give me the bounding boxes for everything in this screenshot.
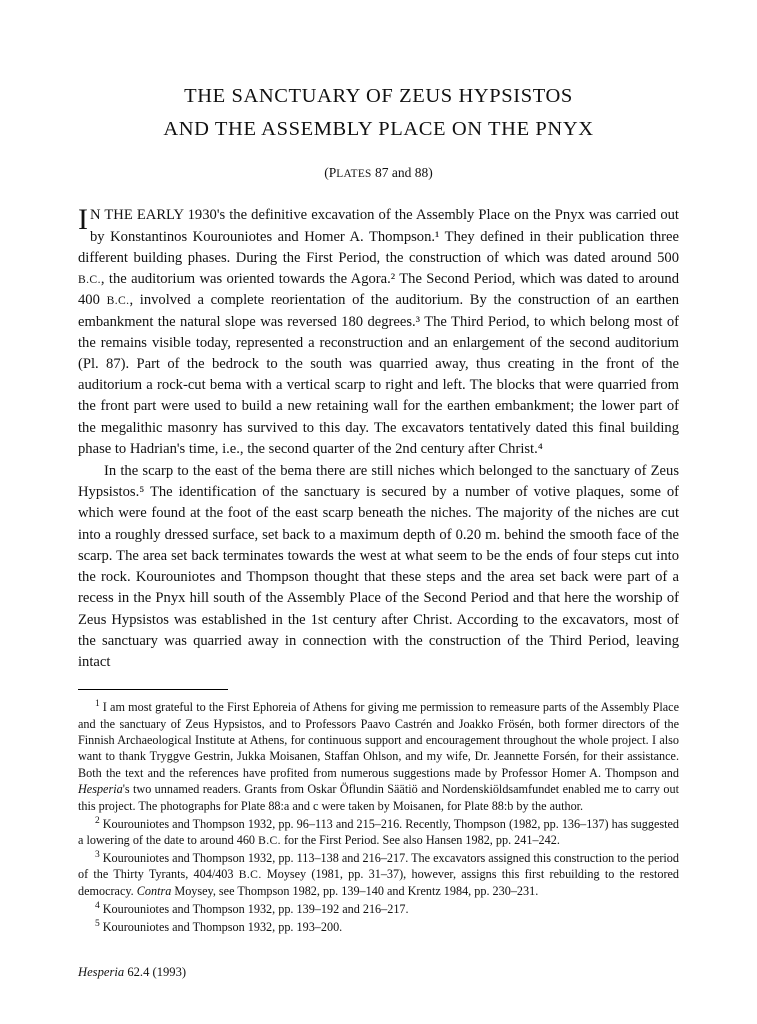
paragraph-2: In the scarp to the east of the bema there are still niches which belonged to the sanctuary of Zeus Hypsistos.⁵ The identification of the sanctuary is secured by a number of votive plaques, some of which were found at the foot of the east scarp beneath the niches. The majority of the niches are cut into a roughly dressed surface, set back to a maximum depth of 0.20 m. behind the smooth face of the scarp. The area set back terminates towards the west at what seem to be the ends of four steps cut into the rock. Kourouniotes and Thompson thought that these steps and the area set back were part of a recess in the Pnyx hill south of the Assembly Place of the Second Period and that here the worship of Zeus Hypsistos was established in the 1st century after Christ. According to the excavators, most of the sanctuary was quarried away in connection with the construction of the Third Period, leaving intact xyxy=(78,463,679,670)
footnote-1 xyxy=(78,699,679,814)
footnote-4-text: Kourouniotes and Thompson 1932, pp. 139–192 and 216–217. xyxy=(102,901,409,916)
journal-citation: 62.4 (1993) xyxy=(124,965,187,979)
footnote-2-text: Kourouniotes and Thompson 1932, pp. 96–113 and 215–216. Recently, Thompson (1982, pp. 136–137) has suggested a lowering of the date to around 460 B.C. for the First Period. See also Hansen 1982, pp. 241–242. xyxy=(78,816,679,847)
paragraph-1-lead: N THE EARLY xyxy=(90,207,188,224)
footnote-4-number: 4 xyxy=(95,900,100,911)
title-line-1: THE SANCTUARY OF ZEUS HYPSISTOS xyxy=(184,85,573,107)
body-text xyxy=(78,205,679,673)
plates-caption xyxy=(78,165,679,181)
drop-cap: I xyxy=(78,203,88,237)
plates-suffix: 87 and 88) xyxy=(371,165,433,181)
footnotes xyxy=(78,699,679,935)
paragraph-1 xyxy=(78,205,679,460)
journal-name: Hesperia xyxy=(78,965,125,979)
footnote-2-number: 2 xyxy=(95,815,100,826)
footnote-1-number: 1 xyxy=(95,699,100,710)
footnote-rule xyxy=(78,689,228,690)
footnote-5-number: 5 xyxy=(95,918,100,929)
page-footer xyxy=(78,965,186,980)
footnote-2 xyxy=(78,816,679,849)
plates-smallcaps: LATES xyxy=(336,168,372,181)
title-line-2: AND THE ASSEMBLY PLACE ON THE PNYX xyxy=(163,118,594,141)
footnote-3-text: Kourouniotes and Thompson 1932, pp. 113–138 and 216–217. The excavators assigned this construction to the period of the Thirty Tyrants, 404/403 B.C. Moysey (1981, pp. 31–37), however, assigns this first rebuilding to the restored democracy. Contra Moysey, see Thompson 1982, pp. 139–140 and Krentz 1984, pp. 230–231. xyxy=(78,851,680,899)
footnote-5-text: Kourouniotes and Thompson 1932, pp. 193–200. xyxy=(102,919,343,934)
footnote-4 xyxy=(78,901,679,917)
footnote-3 xyxy=(78,850,679,899)
footnote-1-text: I am most grateful to the First Ephoreia of Athens for giving me permission to remeasure parts of the Assembly Place and the sanctuary of Zeus Hypsistos, and to Professors Paavo Castrén and Joakko Frösén, both former directors of the Finnish Archaeological Institute at Athens, for continuous support and encouragement throughout the whole project. I also want to thank Tryggve Gestrin, Jukka Moisanen, Staffan Ohlson, and my wife, Dr. Jeannette Forsén, for their assistance. Both the text and the references have profited from numerous suggestions made by Professor Homer A. Thompson and Hesperia's two unnamed readers. Grants from Oskar Öflundin Säätiö and Nordenskiöldsamfundet enabled me to carry out this project. The photographs for Plate 88:a and c were taken by Moisanen, for Plate 88:b by the author. xyxy=(78,700,679,813)
footnote-3-number: 3 xyxy=(95,849,100,860)
plates-prefix: (P xyxy=(324,165,337,181)
footnote-5 xyxy=(78,919,679,935)
paragraph-1-text: 1930's the definitive excavation of the Assembly Place on the Pnyx was carried out by Konstantinos Kourouniotes and Homer A. Thompson.¹ They defined in their publication three different building phases. During the First Period, the construction of which was dated around 500 B.C., the auditorium was oriented towards the Agora.² The Second Period, which was dated to around 400 B.C., involved a complete reorientation of the auditorium. By the construction of an earthen embankment the natural slope was reversed 180 degrees.³ The Third Period, to which belong most of the remains visible today, represented a reconstruction and an enlargement of the second auditorium (Pl. 87). Part of the bedrock to the south was quarried away, thus creating in the front of the auditorium a rock-cut bema with a vertical scarp to right and left. The blocks that were quarried from the front part were used to build a new retaining wall for the earthen embankment; the lower part of the megalithic masonry has survived to this day. The excavators tentatively dated this final building phase to Hadrian's time, i.e., the second quarter of the 2nd century after Christ.⁴ xyxy=(78,207,680,457)
page-title xyxy=(78,80,679,146)
